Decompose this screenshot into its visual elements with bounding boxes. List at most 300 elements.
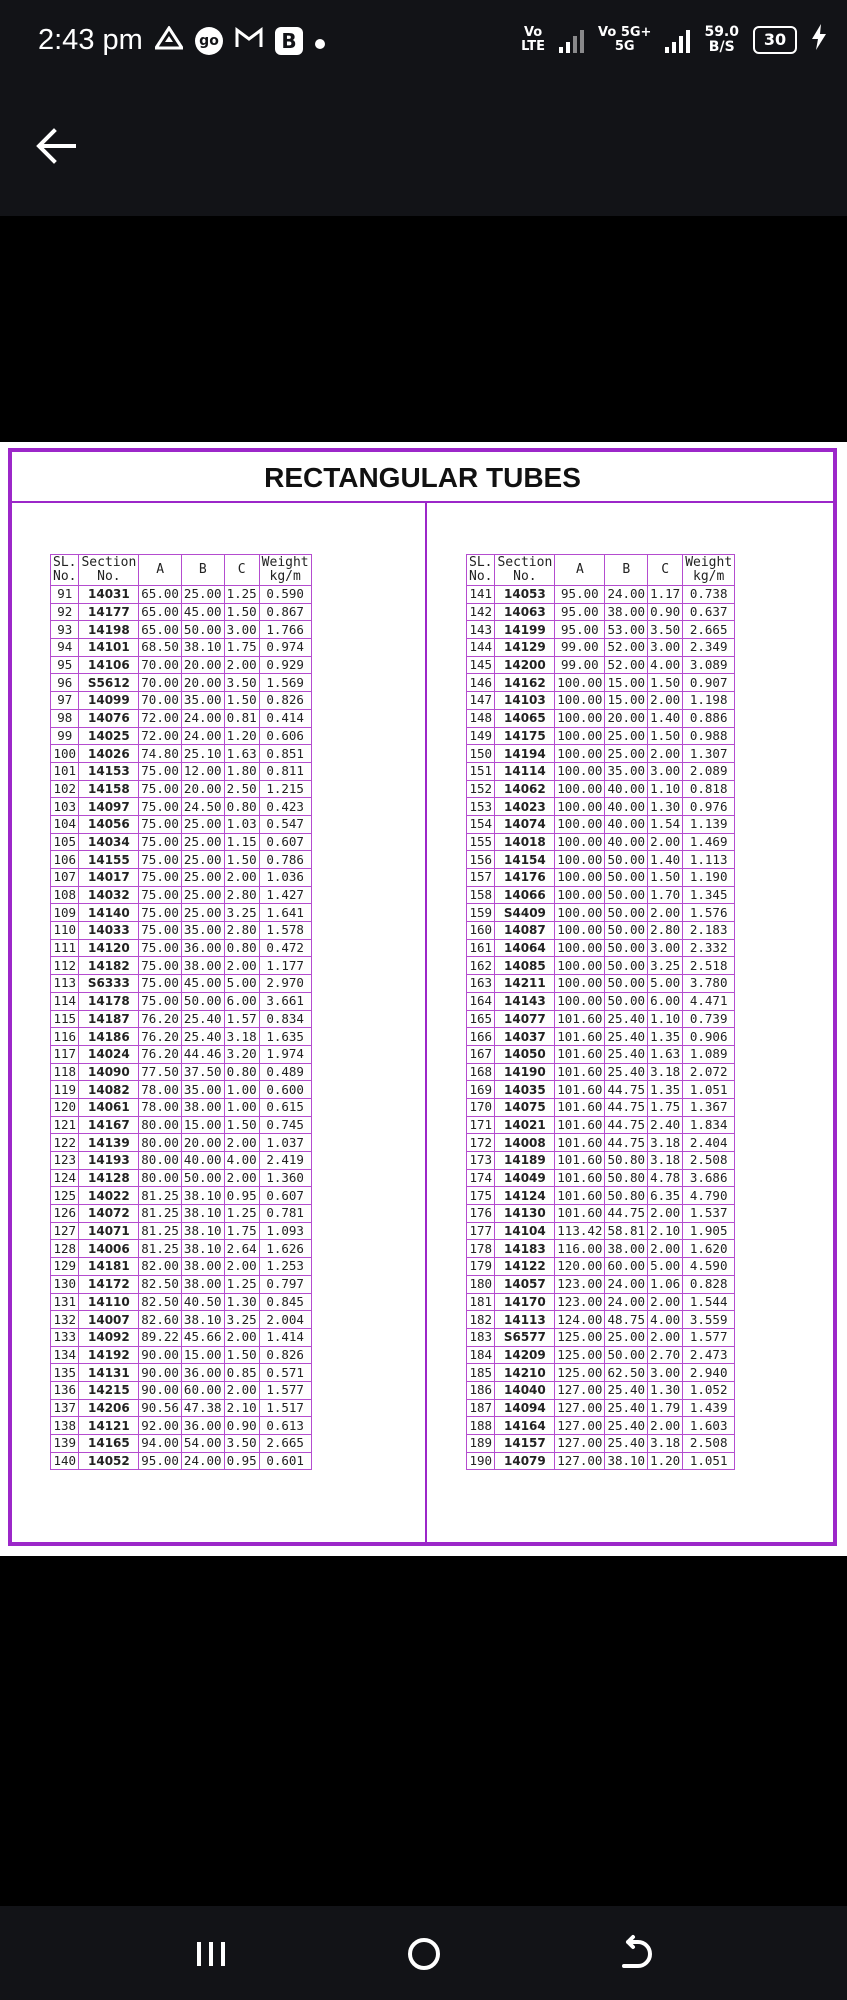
- a-cell: 100.00: [555, 745, 605, 763]
- a-cell: 113.42: [555, 1222, 605, 1240]
- a-cell: 75.00: [139, 957, 182, 975]
- b-cell: 25.40: [605, 1010, 648, 1028]
- section-no-cell: 14057: [495, 1275, 555, 1293]
- a-cell: 95.00: [555, 621, 605, 639]
- sl-no-cell: 111: [51, 939, 79, 957]
- b-cell: 50.00: [605, 869, 648, 887]
- navigation-bar: [0, 1906, 847, 2000]
- weight-cell: 3.686: [683, 1169, 735, 1187]
- section-no-cell: 14090: [79, 1063, 139, 1081]
- table-row: [467, 1417, 735, 1435]
- c-cell: 1.17: [648, 586, 683, 604]
- section-no-cell: 14053: [495, 586, 555, 604]
- section-no-cell: 14103: [495, 692, 555, 710]
- table-row: [467, 1452, 735, 1470]
- sl-no-cell: 176: [467, 1205, 495, 1223]
- b-cell: 25.00: [605, 727, 648, 745]
- weight-cell: 0.607: [259, 833, 311, 851]
- section-no-cell: 14087: [495, 922, 555, 940]
- a-cell: 116.00: [555, 1240, 605, 1258]
- weight-cell: 0.828: [683, 1275, 735, 1293]
- table-row: [51, 603, 312, 621]
- c-cell: 0.80: [224, 939, 259, 957]
- b-cell: 15.00: [181, 1346, 224, 1364]
- weight-cell: 0.988: [683, 727, 735, 745]
- sl-no-cell: 149: [467, 727, 495, 745]
- weight-cell: 0.886: [683, 709, 735, 727]
- sl-no-cell: 165: [467, 1010, 495, 1028]
- a-cell: 75.00: [139, 992, 182, 1010]
- a-cell: 75.00: [139, 922, 182, 940]
- b-cell: 25.10: [181, 745, 224, 763]
- a-cell: 76.20: [139, 1028, 182, 1046]
- b-cell: 25.00: [181, 815, 224, 833]
- section-no-cell: 14056: [79, 815, 139, 833]
- c-cell: 6.00: [648, 992, 683, 1010]
- b-cell: 35.00: [181, 1081, 224, 1099]
- section-no-cell: 14130: [495, 1205, 555, 1223]
- header-weight: Weight kg/m: [259, 555, 311, 586]
- arrow-left-icon[interactable]: [34, 126, 78, 166]
- a-cell: 78.00: [139, 1098, 182, 1116]
- section-no-cell: 14076: [79, 709, 139, 727]
- table-row: [51, 833, 312, 851]
- sl-no-cell: 170: [467, 1098, 495, 1116]
- a-cell: 75.00: [139, 886, 182, 904]
- a-cell: 123.00: [555, 1275, 605, 1293]
- c-cell: 1.50: [648, 869, 683, 887]
- c-cell: 1.50: [648, 674, 683, 692]
- status-bar: [0, 0, 847, 88]
- image-viewer[interactable]: [0, 442, 847, 1556]
- section-no-cell: 14094: [495, 1399, 555, 1417]
- table-row: [467, 815, 735, 833]
- header-a: A: [555, 555, 605, 586]
- table-row: [467, 1205, 735, 1223]
- sl-no-cell: 169: [467, 1081, 495, 1099]
- a-cell: 94.00: [139, 1435, 182, 1453]
- b-cell: 25.00: [605, 1328, 648, 1346]
- signal-2-icon: [665, 27, 690, 53]
- weight-cell: 0.547: [259, 815, 311, 833]
- a-cell: 78.00: [139, 1081, 182, 1099]
- a-cell: 120.00: [555, 1258, 605, 1276]
- weight-cell: 4.590: [683, 1258, 735, 1276]
- system-indicators: [521, 24, 827, 56]
- section-no-cell: 14124: [495, 1187, 555, 1205]
- weight-cell: 1.439: [683, 1399, 735, 1417]
- section-no-cell: S6577: [495, 1328, 555, 1346]
- table-row: [51, 1098, 312, 1116]
- table-row: [51, 1045, 312, 1063]
- b-cell: 25.00: [181, 851, 224, 869]
- c-cell: 0.90: [224, 1417, 259, 1435]
- table-row: [51, 815, 312, 833]
- c-cell: 3.50: [224, 674, 259, 692]
- weight-cell: 3.559: [683, 1311, 735, 1329]
- section-no-cell: 14210: [495, 1364, 555, 1382]
- table-header-row: [51, 555, 312, 586]
- network-speed: 59.0 B/S: [704, 24, 739, 55]
- b-cell: 50.80: [605, 1152, 648, 1170]
- sl-no-cell: 106: [51, 851, 79, 869]
- weight-cell: 2.332: [683, 939, 735, 957]
- sl-no-cell: 131: [51, 1293, 79, 1311]
- table-row: [51, 621, 312, 639]
- weight-cell: 1.177: [259, 957, 311, 975]
- weight-cell: 0.615: [259, 1098, 311, 1116]
- b-cell: 44.75: [605, 1081, 648, 1099]
- back-nav-icon[interactable]: [614, 1934, 654, 1974]
- sl-no-cell: 167: [467, 1045, 495, 1063]
- sl-no-cell: 189: [467, 1435, 495, 1453]
- sl-no-cell: 152: [467, 780, 495, 798]
- column-divider: [425, 501, 427, 1546]
- b-cell: 25.40: [605, 1399, 648, 1417]
- table-row: [51, 886, 312, 904]
- table-row: [51, 851, 312, 869]
- a-cell: 127.00: [555, 1452, 605, 1470]
- c-cell: 2.00: [224, 1134, 259, 1152]
- b-cell: 44.75: [605, 1116, 648, 1134]
- c-cell: 1.20: [224, 727, 259, 745]
- table-row: [51, 1116, 312, 1134]
- table-header-row: [467, 555, 735, 586]
- c-cell: 0.80: [224, 1063, 259, 1081]
- sl-no-cell: 178: [467, 1240, 495, 1258]
- section-no-cell: 14061: [79, 1098, 139, 1116]
- sl-no-cell: 138: [51, 1417, 79, 1435]
- b-app-icon: B: [275, 27, 303, 55]
- c-cell: 2.00: [224, 1328, 259, 1346]
- c-cell: 2.00: [224, 869, 259, 887]
- table-row: [467, 851, 735, 869]
- a-cell: 100.00: [555, 975, 605, 993]
- a-cell: 101.60: [555, 1045, 605, 1063]
- section-no-cell: 14140: [79, 904, 139, 922]
- header-c: C: [224, 555, 259, 586]
- table-row: [51, 745, 312, 763]
- weight-cell: 0.571: [259, 1364, 311, 1382]
- b-cell: 25.40: [181, 1028, 224, 1046]
- a-cell: 81.25: [139, 1187, 182, 1205]
- c-cell: 1.50: [224, 851, 259, 869]
- sl-no-cell: 160: [467, 922, 495, 940]
- a-cell: 101.60: [555, 1028, 605, 1046]
- weight-cell: 0.590: [259, 586, 311, 604]
- title-divider: [12, 501, 833, 503]
- b-cell: 60.00: [181, 1381, 224, 1399]
- section-no-cell: 14092: [79, 1328, 139, 1346]
- table-row: [467, 992, 735, 1010]
- table-row: [51, 1399, 312, 1417]
- gmail-icon: [235, 27, 263, 55]
- a-cell: 75.00: [139, 869, 182, 887]
- weight-cell: 1.253: [259, 1258, 311, 1276]
- b-cell: 25.00: [181, 869, 224, 887]
- c-cell: 1.25: [224, 1275, 259, 1293]
- sl-no-cell: 101: [51, 762, 79, 780]
- b-cell: 35.00: [181, 922, 224, 940]
- table-row: [51, 1063, 312, 1081]
- c-cell: 3.25: [224, 1311, 259, 1329]
- section-no-cell: 14190: [495, 1063, 555, 1081]
- a-cell: 70.00: [139, 692, 182, 710]
- c-cell: 1.75: [224, 1222, 259, 1240]
- section-no-cell: 14178: [79, 992, 139, 1010]
- c-cell: 2.00: [224, 1169, 259, 1187]
- weight-cell: 2.508: [683, 1435, 735, 1453]
- section-no-cell: 14139: [79, 1134, 139, 1152]
- weight-cell: 1.139: [683, 815, 735, 833]
- section-no-cell: S6333: [79, 975, 139, 993]
- a-cell: 70.00: [139, 674, 182, 692]
- table-row: [467, 1240, 735, 1258]
- section-no-cell: 14154: [495, 851, 555, 869]
- b-cell: 53.00: [605, 621, 648, 639]
- a-cell: 80.00: [139, 1152, 182, 1170]
- b-cell: 25.40: [605, 1417, 648, 1435]
- weight-cell: 1.307: [683, 745, 735, 763]
- a-cell: 75.00: [139, 975, 182, 993]
- c-cell: 2.00: [648, 833, 683, 851]
- table-row: [467, 1435, 735, 1453]
- network-1-label: Vo LTE: [521, 25, 546, 54]
- weight-cell: 1.113: [683, 851, 735, 869]
- section-no-cell: 14157: [495, 1435, 555, 1453]
- weight-cell: 1.036: [259, 869, 311, 887]
- weight-cell: 0.745: [259, 1116, 311, 1134]
- a-cell: 123.00: [555, 1293, 605, 1311]
- a-cell: 125.00: [555, 1364, 605, 1382]
- c-cell: 2.00: [648, 692, 683, 710]
- weight-cell: 2.508: [683, 1152, 735, 1170]
- c-cell: 0.80: [224, 798, 259, 816]
- weight-cell: 0.818: [683, 780, 735, 798]
- weight-cell: 1.578: [259, 922, 311, 940]
- c-cell: 2.00: [648, 745, 683, 763]
- a-cell: 100.00: [555, 851, 605, 869]
- weight-cell: 0.974: [259, 639, 311, 657]
- b-cell: 35.00: [605, 762, 648, 780]
- a-cell: 65.00: [139, 586, 182, 604]
- section-no-cell: 14183: [495, 1240, 555, 1258]
- a-cell: 75.00: [139, 815, 182, 833]
- a-cell: 101.60: [555, 1063, 605, 1081]
- a-cell: 90.00: [139, 1346, 182, 1364]
- table-row: [467, 621, 735, 639]
- table-row: [51, 1134, 312, 1152]
- section-no-cell: 14018: [495, 833, 555, 851]
- table-row: [467, 1134, 735, 1152]
- sl-no-cell: 163: [467, 975, 495, 993]
- section-no-cell: 14063: [495, 603, 555, 621]
- section-no-cell: 14175: [495, 727, 555, 745]
- a-cell: 80.00: [139, 1134, 182, 1152]
- table-row: [51, 1240, 312, 1258]
- c-cell: 1.54: [648, 815, 683, 833]
- b-cell: 50.00: [605, 886, 648, 904]
- tube-table-right: [466, 554, 735, 1470]
- c-cell: 5.00: [648, 1258, 683, 1276]
- table-row: [51, 1417, 312, 1435]
- table-row: [51, 1258, 312, 1276]
- app-bar: [0, 88, 847, 216]
- weight-cell: 0.834: [259, 1010, 311, 1028]
- b-cell: 50.80: [605, 1187, 648, 1205]
- a-cell: 80.00: [139, 1169, 182, 1187]
- table-row: [51, 1435, 312, 1453]
- b-cell: 36.00: [181, 939, 224, 957]
- weight-cell: 4.790: [683, 1187, 735, 1205]
- b-cell: 35.00: [181, 692, 224, 710]
- weight-cell: 2.940: [683, 1364, 735, 1382]
- sl-no-cell: 102: [51, 780, 79, 798]
- section-no-cell: 14037: [495, 1028, 555, 1046]
- c-cell: 0.95: [224, 1187, 259, 1205]
- c-cell: 2.00: [648, 1417, 683, 1435]
- weight-cell: 0.637: [683, 603, 735, 621]
- table-row: [467, 1152, 735, 1170]
- recents-icon[interactable]: [191, 1934, 231, 1974]
- a-cell: 101.60: [555, 1116, 605, 1134]
- weight-cell: 0.851: [259, 745, 311, 763]
- section-no-cell: 14194: [495, 745, 555, 763]
- weight-cell: 0.826: [259, 1346, 311, 1364]
- weight-cell: 0.472: [259, 939, 311, 957]
- table-row: [467, 1381, 735, 1399]
- section-no-cell: 14066: [495, 886, 555, 904]
- c-cell: 1.00: [224, 1081, 259, 1099]
- sl-no-cell: 125: [51, 1187, 79, 1205]
- a-cell: 100.00: [555, 815, 605, 833]
- a-cell: 95.00: [139, 1452, 182, 1470]
- section-no-cell: 14079: [495, 1452, 555, 1470]
- b-cell: 25.00: [181, 904, 224, 922]
- c-cell: 2.80: [648, 922, 683, 940]
- home-icon[interactable]: [404, 1934, 444, 1974]
- b-cell: 44.75: [605, 1205, 648, 1223]
- section-no-cell: 14024: [79, 1045, 139, 1063]
- a-cell: 95.00: [555, 586, 605, 604]
- weight-cell: 2.183: [683, 922, 735, 940]
- table-row: [51, 1152, 312, 1170]
- a-cell: 100.00: [555, 957, 605, 975]
- b-cell: 38.10: [181, 639, 224, 657]
- b-cell: 38.00: [605, 603, 648, 621]
- table-row: [51, 939, 312, 957]
- table-row: [51, 798, 312, 816]
- b-cell: 24.00: [605, 1275, 648, 1293]
- sl-no-cell: 119: [51, 1081, 79, 1099]
- a-cell: 82.50: [139, 1275, 182, 1293]
- b-cell: 15.00: [605, 692, 648, 710]
- sl-no-cell: 162: [467, 957, 495, 975]
- weight-cell: 0.797: [259, 1275, 311, 1293]
- a-cell: 95.00: [555, 603, 605, 621]
- b-cell: 25.40: [605, 1435, 648, 1453]
- section-no-cell: 14164: [495, 1417, 555, 1435]
- section-no-cell: 14034: [79, 833, 139, 851]
- b-cell: 25.40: [605, 1028, 648, 1046]
- a-cell: 101.60: [555, 1098, 605, 1116]
- section-no-cell: 14104: [495, 1222, 555, 1240]
- b-cell: 45.00: [181, 603, 224, 621]
- c-cell: 3.00: [648, 1364, 683, 1382]
- weight-cell: 0.607: [259, 1187, 311, 1205]
- c-cell: 3.00: [648, 762, 683, 780]
- b-cell: 50.00: [605, 939, 648, 957]
- weight-cell: 0.601: [259, 1452, 311, 1470]
- sl-no-cell: 179: [467, 1258, 495, 1276]
- sl-no-cell: 122: [51, 1134, 79, 1152]
- weight-cell: 2.004: [259, 1311, 311, 1329]
- section-no-cell: 14167: [79, 1116, 139, 1134]
- c-cell: 1.63: [648, 1045, 683, 1063]
- table-row: [467, 1116, 735, 1134]
- c-cell: 1.50: [224, 1346, 259, 1364]
- a-cell: 82.60: [139, 1311, 182, 1329]
- section-no-cell: 14114: [495, 762, 555, 780]
- weight-cell: 0.826: [259, 692, 311, 710]
- weight-cell: 2.518: [683, 957, 735, 975]
- table-row: [467, 1399, 735, 1417]
- table-row: [51, 639, 312, 657]
- weight-cell: 2.072: [683, 1063, 735, 1081]
- a-cell: 90.56: [139, 1399, 182, 1417]
- table-row: [467, 692, 735, 710]
- c-cell: 1.30: [224, 1293, 259, 1311]
- header-a: A: [139, 555, 182, 586]
- table-row: [467, 1010, 735, 1028]
- weight-cell: 3.089: [683, 656, 735, 674]
- sl-no-cell: 99: [51, 727, 79, 745]
- c-cell: 0.95: [224, 1452, 259, 1470]
- section-no-cell: 14177: [79, 603, 139, 621]
- c-cell: 3.18: [648, 1063, 683, 1081]
- weight-cell: 2.089: [683, 762, 735, 780]
- sl-no-cell: 112: [51, 957, 79, 975]
- section-no-cell: 14017: [79, 869, 139, 887]
- weight-cell: 1.345: [683, 886, 735, 904]
- b-cell: 40.50: [181, 1293, 224, 1311]
- table-row: [467, 762, 735, 780]
- b-cell: 20.00: [181, 674, 224, 692]
- c-cell: 2.10: [648, 1222, 683, 1240]
- a-cell: 65.00: [139, 603, 182, 621]
- b-cell: 25.40: [605, 1063, 648, 1081]
- weight-cell: 2.404: [683, 1134, 735, 1152]
- b-cell: 24.00: [181, 1452, 224, 1470]
- sl-no-cell: 108: [51, 886, 79, 904]
- sl-no-cell: 188: [467, 1417, 495, 1435]
- sl-no-cell: 171: [467, 1116, 495, 1134]
- a-cell: 100.00: [555, 674, 605, 692]
- table-row: [51, 904, 312, 922]
- sl-no-cell: 135: [51, 1364, 79, 1382]
- b-cell: 50.00: [605, 851, 648, 869]
- b-cell: 36.00: [181, 1364, 224, 1382]
- a-cell: 127.00: [555, 1435, 605, 1453]
- table-row: [51, 869, 312, 887]
- section-no-cell: 14131: [79, 1364, 139, 1382]
- c-cell: 4.78: [648, 1169, 683, 1187]
- sl-no-cell: 166: [467, 1028, 495, 1046]
- weight-cell: 1.641: [259, 904, 311, 922]
- b-cell: 44.75: [605, 1134, 648, 1152]
- header-section-no: Section No.: [495, 555, 555, 586]
- table-row: [51, 1381, 312, 1399]
